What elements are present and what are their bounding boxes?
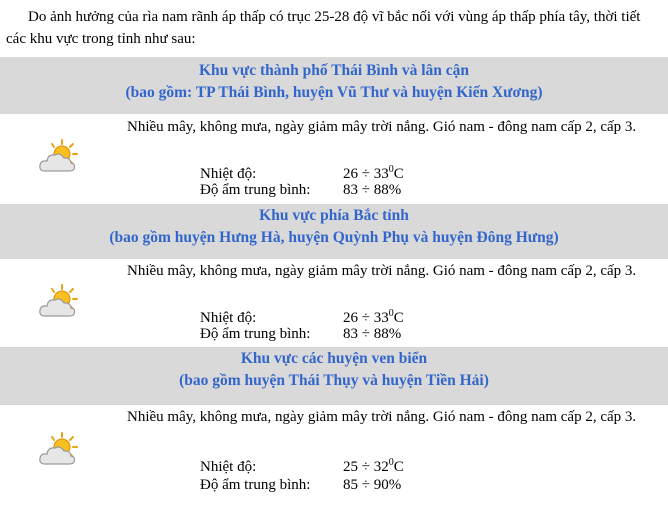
temperature-label: Nhiệt độ: [200, 310, 257, 326]
region-header-north [0, 204, 668, 259]
region-subtitle: (bao gồm: TP Thái Bình, huyện Vũ Thư và huyện Kiến Xương) [125, 84, 543, 101]
humidity-row [200, 475, 401, 496]
humidity-row [200, 180, 401, 201]
humidity-label: Độ ẩm trung bình: [200, 182, 311, 198]
temperature-unit: C [393, 310, 404, 326]
partly-cloudy-icon [38, 138, 80, 174]
intro-paragraph: Do ảnh hưởng của rìa nam rãnh áp thấp có trục 25-28 độ vĩ bắc nối với vùng áp thấp phía tây, thời tiết các khu vực trong tỉnh như sau: [6, 9, 641, 47]
forecast-thai-binh [0, 114, 668, 204]
degree-mark: 0 [388, 164, 394, 175]
partly-cloudy-icon [38, 431, 80, 467]
humidity-row [200, 324, 401, 345]
region-header-thai-binh [0, 57, 668, 114]
humidity-label: Độ ẩm trung bình: [200, 477, 311, 493]
degree-mark: 0 [388, 308, 394, 319]
forecast-description: Nhiều mây, không mưa, ngày giảm mây trời nắng. Gió nam - đông nam cấp 2, cấp 3. [127, 119, 637, 135]
region-title: Khu vực thành phố Thái Bình và lân cận [198, 62, 470, 79]
forecast-description: Nhiều mây, không mưa, ngày giảm mây trời nắng. Gió nam - đông nam cấp 2, cấp 3. [127, 409, 637, 425]
temperature-value: 26 ÷ 33 [343, 310, 389, 326]
temperature-label: Nhiệt độ: [200, 166, 257, 182]
region-subtitle: (bao gồm huyện Hưng Hà, huyện Quỳnh Phụ và huyện Đông Hưng) [109, 229, 559, 246]
forecast-description: Nhiều mây, không mưa, ngày giảm mây trời nắng. Gió nam - đông nam cấp 2, cấp 3. [127, 263, 637, 279]
temperature-value: 25 ÷ 32 [343, 459, 389, 475]
temperature-unit: C [393, 166, 404, 182]
temperature-unit: C [393, 459, 404, 475]
humidity-label: Độ ẩm trung bình: [200, 326, 311, 342]
humidity-value: 83 ÷ 88% [343, 182, 402, 198]
region-subtitle: (bao gồm huyện Thái Thụy và huyện Tiền Hải) [179, 372, 489, 389]
forecast-north [0, 259, 668, 347]
region-title: Khu vực phía Bắc tỉnh [259, 207, 409, 224]
forecast-coastal [0, 405, 668, 515]
temperature-label: Nhiệt độ: [200, 459, 257, 475]
temperature-value: 26 ÷ 33 [343, 166, 389, 182]
region-header-coastal [0, 347, 668, 405]
region-title: Khu vực các huyện ven biển [240, 350, 428, 367]
humidity-value: 85 ÷ 90% [343, 477, 402, 493]
partly-cloudy-icon [38, 283, 80, 319]
humidity-value: 83 ÷ 88% [343, 326, 402, 342]
degree-mark: 0 [388, 457, 394, 468]
